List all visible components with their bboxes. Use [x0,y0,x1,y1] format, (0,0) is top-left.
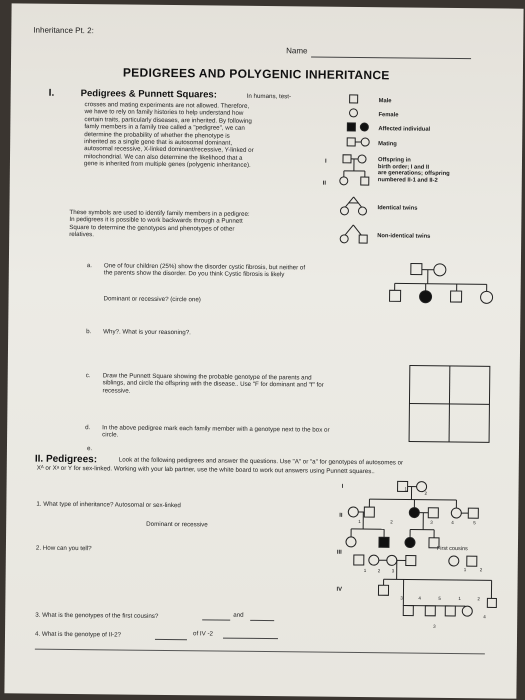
ped-iii-row2-6-icon [467,556,477,566]
name-label: Name [286,46,308,56]
num-iv3: 5 [438,595,441,601]
mating-female-icon [361,138,369,146]
legend-affected: Affected individual [378,126,431,133]
legend-female: Female [378,112,399,119]
female-symbol-icon [349,109,357,117]
first-cousins-label: First cousins [436,545,468,553]
num-iii3: 3 [391,568,395,574]
ped-ii-spouse-icon [348,507,358,517]
offspring-daughter-icon [340,177,348,185]
ped-iv1-icon [378,585,388,595]
ped-ii4-icon [451,508,461,518]
ped-iii2-affected-icon [379,537,389,547]
qa-father-icon [411,264,422,275]
qa-child-2-affected-icon [420,291,432,303]
q-b-label: b. [86,328,92,336]
ped-ii2-affected-icon [409,508,419,518]
section1-heading: Pedigrees & Punnett Squares: [80,88,217,101]
num-ii4: 4 [451,519,454,525]
qa-child-4-icon [481,291,493,303]
ped-ii3-icon [428,508,438,518]
ped-gen-iv: IV [336,586,343,593]
legend-offspring: Offspring in birth order; I and II are generations; offspring numbered II-1 and II-2 [377,157,450,184]
legend-nonidentical-twins: Non-identical twins [377,233,431,240]
ped-iii4-icon [429,538,439,548]
num-iv2: 4 [418,595,421,601]
main-title: PEDIGREES AND POLYGENIC INHERITANCE [122,65,390,83]
q3-text: 3. What is the genotypes of the first cousins? [35,611,159,620]
ped-iii-row2-1-icon [354,555,364,565]
q-a-text: One of four children (25%) show the disorder cystic fibrosis, but neither of the parents show the disorder. Do you think Cystic fibrosis is likely [103,262,306,279]
q-e-label: e. [86,445,93,453]
num-iv1: 3 [400,595,403,601]
section1-heading-tail: In humans, test- [246,92,292,101]
ped-iii-row2-3-icon [387,555,397,565]
legend-mating: Mating [378,141,397,148]
ped-gen-i: I [341,483,344,490]
section2-intro-1: Look at the following pedigrees and answer the questions. Use "A" or "a" for genotypes of autosomes or [118,456,404,467]
q-d-label: d. [85,424,91,432]
doc-title: Inheritance Pt. 2: [33,25,94,36]
ped-iii-row2-4-icon [406,555,416,565]
ped-iv2-icon [403,605,413,615]
num-ii5: 5 [473,520,476,526]
q1-sub: Dominant or recessive [146,520,208,529]
num-iv4: 1 [458,596,461,602]
num-iv7: 4 [483,614,486,620]
section1-paragraph: crosses and mating experiments are not allowed. Therefore, we have to rely on family histories to help understand how certain traits, particularly diseases, are inherited. By following famly members in a family tree called a "pedigree", we can determine the probability of whether the phenotype is inherited as a single gene that is autosomal dominant, autosomal recessive, X-linked dominant/recessive, Y-linked or mitochondrial. We can also determine the likelihood that a gene is inherited from multiple genes (polygenic inheritance). [83,101,254,170]
ped-gen-iii: III [336,549,342,556]
affected-female-icon [360,123,368,131]
ped-ii5-icon [468,508,478,518]
q4-of: of IV -2 [192,630,214,638]
identical-twin-1-icon [340,207,348,215]
legend-gen-ii: II [322,180,327,187]
ped-iii-row2-5-icon [449,556,459,566]
q-c-text: Draw the Punnett Square showing the probable genotype of the parents and siblings, and circle the offspring with the disease.. Use "F for dominant and "f" for recessive. [102,372,324,395]
num-i1: 1 [404,486,408,492]
ped-iv5-icon [462,606,472,616]
nonidentical-twin-1-icon [340,235,348,243]
q1-text: 1. What type of inheritance? Autosomal or sex-linked [36,500,181,510]
affected-male-icon [347,123,355,131]
num-iii1: 1 [363,568,367,574]
ped-iv6-icon [487,598,496,607]
mating-male-icon [347,138,355,146]
male-symbol-icon [350,95,358,103]
drawings-layer [4,3,523,698]
q2-text: 2. How can you tell? [35,544,92,553]
num-ii2: 2 [390,519,393,525]
offspring-son-icon [361,177,369,185]
q-b-text: Why?. What is your reasoning?. [103,328,191,337]
legend-male: Male [378,98,392,105]
section-number: I. [48,87,55,99]
num-ii3: 3 [430,519,433,525]
section2-heading: II. Pedigrees: [34,453,98,466]
q-c-label: c. [85,372,91,380]
num-iv5: 2 [477,596,480,602]
num-iii2: 2 [377,568,381,574]
ped-iv4-icon [445,606,455,616]
ped-iv3-icon [425,606,435,616]
ped-iii3-affected-icon [405,537,415,547]
section2-intro-2: Xᴬ or Xᵃ or Y for sex-linked. Working with your lab partner, use the white board to work out answers using Punnett squares.. [36,464,375,476]
offspring-parent-female-icon [358,155,366,163]
offspring-parent-male-icon [343,155,351,163]
num-i2: 2 [424,490,428,496]
ped-iii-row2-2-icon [369,555,379,565]
legend-gen-i: I [324,158,327,165]
ped-gen-ii: II [339,512,343,519]
ped-iii1-icon [346,537,356,547]
identical-twin-2-icon [358,207,366,215]
ped-ii1-icon [364,507,374,517]
legend-identical-twins: Identical twins [377,205,418,212]
qa-child-1-icon [390,290,401,301]
q-d-text: In the above pedigree mark each family member with a genotype next to the box or circle. [102,424,330,439]
nonidentical-twin-2-icon [359,235,367,243]
qa-mother-icon [434,264,446,276]
q-a-label: a. [86,262,93,270]
num-ii1: 1 [358,518,361,525]
num-iv6: 3 [433,623,436,629]
q3-and: and [233,611,244,619]
num-iii5: 2 [479,567,483,573]
q4-text: 4. What is the genotype of II-2? [34,630,122,639]
dominant-recessive-choice[interactable]: Dominant or recessive? (circle one) [103,295,201,304]
qa-child-3-icon [451,291,462,302]
num-iii4: 1 [463,567,467,573]
worksheet-page [4,3,523,698]
symbols-paragraph: These symbols are used to identify family members in a pedigree: In pedigrees it is possible to work backwards through a Punnett Square to determine the genotypes and phenotypes of other relatives. [69,208,250,239]
